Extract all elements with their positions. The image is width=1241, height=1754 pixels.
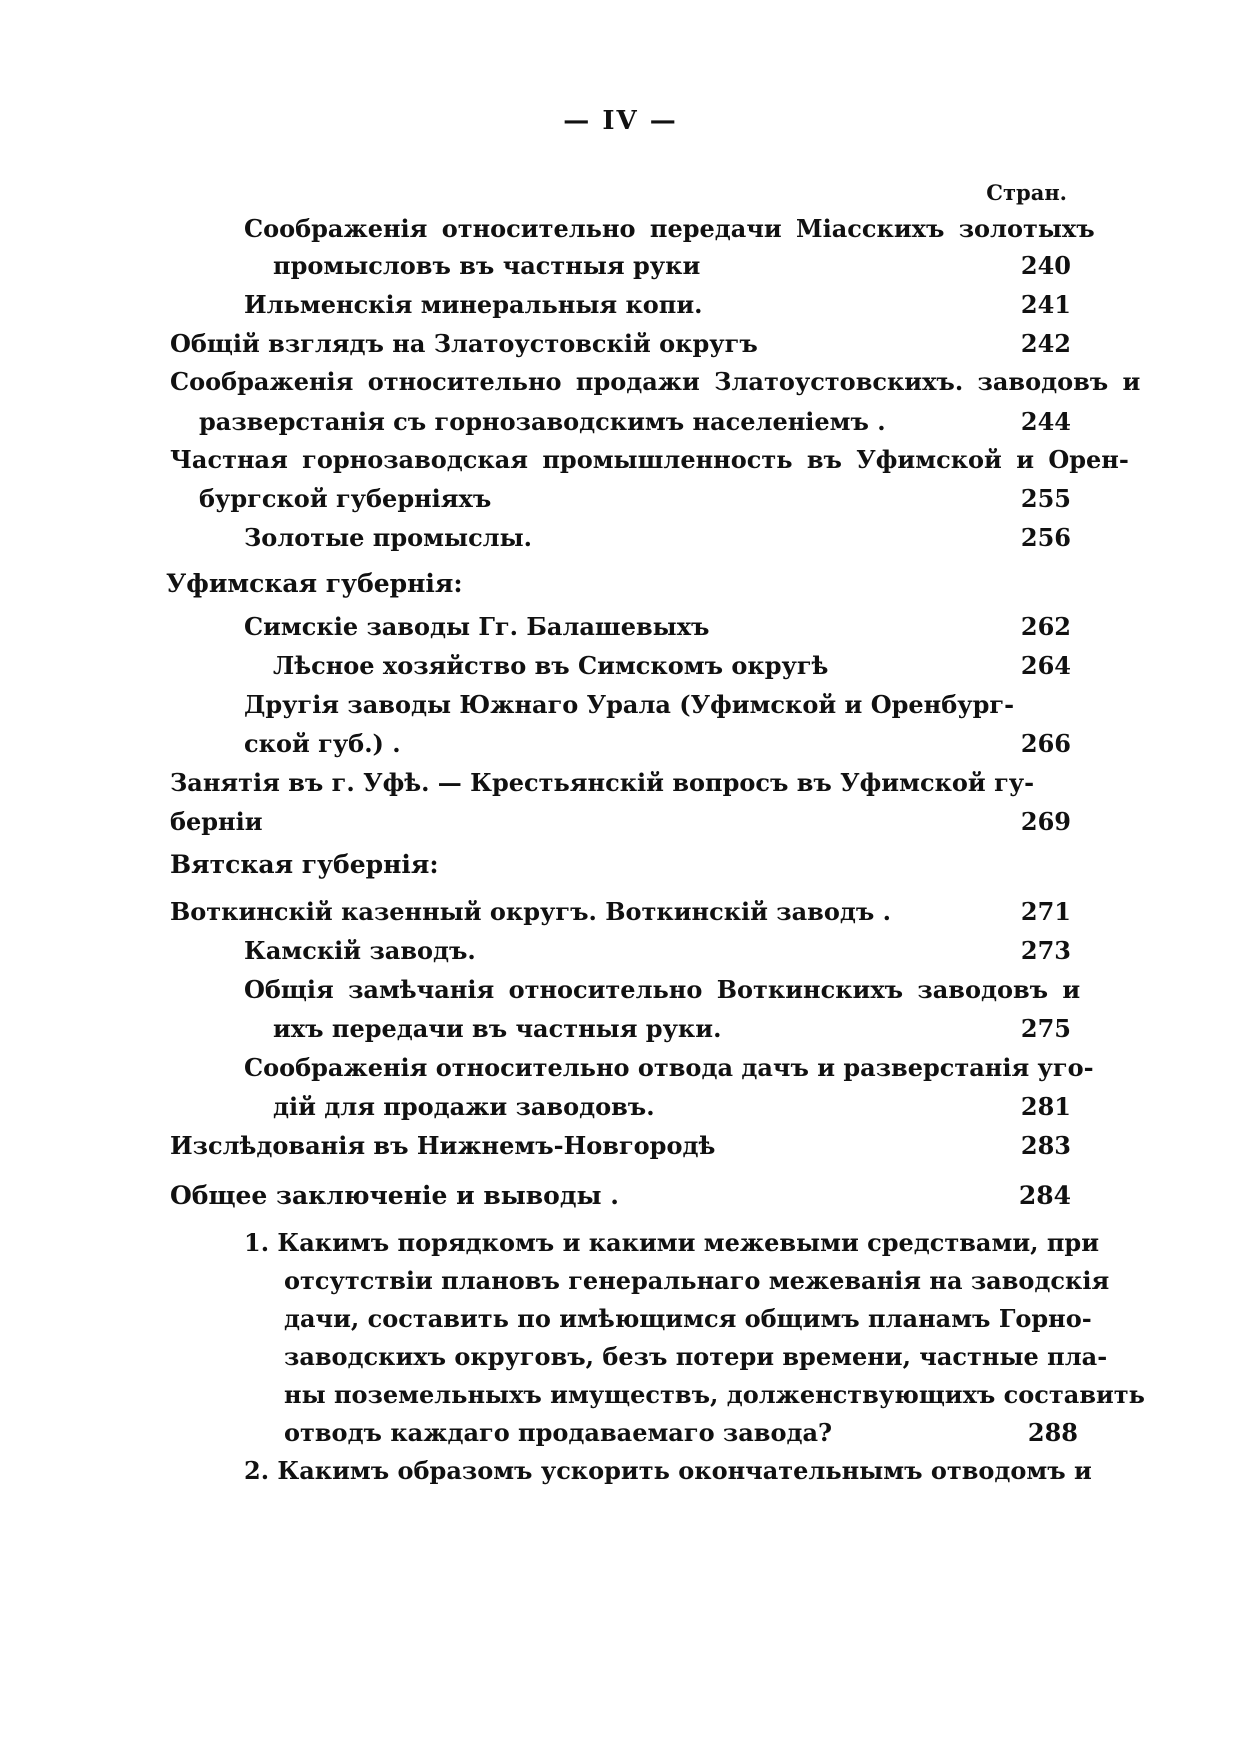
toc-entry-text: Воткинскій казенный округъ. Воткинскій заводъ .	[170, 897, 891, 926]
toc-entry-text: дачи, составить по имѣющимся общимъ планамъ Горно-	[284, 1304, 1092, 1333]
section-heading	[0, 1174, 1241, 1218]
toc-row	[0, 890, 1241, 934]
toc-entry-text: промысловъ въ частныя руки	[273, 251, 701, 280]
section-heading-text: Общее заключеніе и выводы .	[170, 1181, 619, 1210]
toc-entry-text: ской губ.) .	[244, 729, 401, 758]
section-heading-text: Уфимская губернія:	[166, 569, 463, 598]
toc-row	[0, 929, 1241, 973]
toc-entry-text: отводъ каждаго продаваемаго завода?	[284, 1418, 833, 1447]
toc-entry-text: Лѣсное хозяйство въ Симскомъ округѣ	[273, 651, 829, 680]
toc-entry-page: 281	[1020, 1092, 1071, 1121]
toc-entry-text: ихъ передачи въ частныя руки.	[273, 1014, 722, 1043]
toc-entry-text: 2. Какимъ образомъ ускорить окончательнымъ отводомъ и	[244, 1456, 1092, 1485]
toc-entry-text: 1. Какимъ порядкомъ и какими межевыми средствами, при	[244, 1228, 1099, 1257]
toc-entry-page: 288	[1027, 1418, 1078, 1447]
toc-row	[0, 283, 1241, 327]
toc-entry-text: Камскій заводъ.	[244, 936, 476, 965]
toc-row	[0, 722, 1241, 766]
toc-entry-text: Соображенія относительно передачи Міасскихъ золотыхъ	[244, 214, 1095, 243]
section-heading	[0, 843, 1241, 887]
toc-entry-text: Другія заводы Южнаго Урала (Уфимской и Оренбург-	[244, 690, 1015, 719]
toc-entry-text: разверстанія съ горнозаводскимъ населеніемъ .	[199, 407, 886, 436]
toc-entry-text: Частная горнозаводская промышленность въ Уфимской и Орен-	[170, 445, 1129, 474]
toc-entry-text: Золотые промыслы.	[244, 523, 533, 552]
toc-entry-text: Общій взглядъ на Златоустовскій округъ	[170, 329, 758, 358]
toc-entry-text: Ильменскія минеральныя копи.	[244, 290, 703, 319]
toc-entry-page: 255	[1020, 484, 1071, 513]
toc-entry-page: 275	[1020, 1014, 1071, 1043]
page-column-label: Стран.	[986, 180, 1067, 205]
page-header: — IV —	[563, 106, 678, 136]
toc-entry-page: 244	[1020, 407, 1071, 436]
toc-entry-page: 283	[1020, 1131, 1071, 1160]
toc-row	[0, 1046, 1241, 1090]
toc-row	[0, 477, 1241, 521]
toc-entry-text: ны поземельныхъ имуществъ, долженствующихъ составить	[284, 1380, 1145, 1409]
toc-row	[0, 605, 1241, 649]
toc-row	[0, 683, 1241, 727]
toc-entry-page: 241	[1020, 290, 1071, 319]
toc-entry-page: 269	[1020, 807, 1071, 836]
toc-entry-text: Соображенія относительно продажи Златоустовскихъ. заводовъ и	[170, 367, 1141, 396]
toc-entry-page: 271	[1020, 897, 1071, 926]
toc-entry-text: бургской губерніяхъ	[199, 484, 492, 513]
toc-row	[0, 1007, 1241, 1051]
toc-row	[0, 244, 1241, 288]
section-heading	[0, 562, 1241, 606]
toc-entry-text: отсутствіи плановъ генеральнаго межеванія на заводскія	[284, 1266, 1110, 1295]
section-heading-text: Вятская губернія:	[170, 850, 439, 879]
toc-entry-text: Занятія въ г. Уфѣ. — Крестьянскій вопросъ въ Уфимской гу-	[170, 768, 1035, 797]
toc-row	[0, 438, 1241, 482]
toc-row	[0, 800, 1241, 844]
toc-entry-page: 262	[1020, 612, 1071, 641]
toc-entry-page: 264	[1020, 651, 1071, 680]
toc-row	[0, 516, 1241, 560]
toc-row	[0, 1449, 1241, 1493]
toc-row	[0, 360, 1241, 404]
toc-entry-text: Изслѣдованія въ Нижнемъ-Новгородѣ	[170, 1131, 716, 1160]
toc-entry-page: 266	[1020, 729, 1071, 758]
toc-entry-page: 242	[1020, 329, 1071, 358]
toc-row	[0, 644, 1241, 688]
toc-entry-text: берніи	[170, 807, 263, 836]
toc-row	[0, 968, 1241, 1012]
toc-entry-page: 273	[1020, 936, 1071, 965]
toc-entry-page: 240	[1020, 251, 1071, 280]
toc-entry-text: Общія замѣчанія относительно Воткинскихъ заводовъ и	[244, 975, 1081, 1004]
toc-entry-page: 284	[1018, 1181, 1071, 1210]
toc-entry-text: Соображенія относительно отвода дачъ и разверстанія уго-	[244, 1053, 1094, 1082]
toc-entry-page: 256	[1020, 523, 1071, 552]
toc-entry-text: заводскихъ округовъ, безъ потери времени, частные пла-	[284, 1342, 1108, 1371]
toc-row	[0, 1124, 1241, 1168]
toc-row	[0, 1085, 1241, 1129]
toc-entry-text: дій для продажи заводовъ.	[273, 1092, 655, 1121]
toc-entry-text: Симскіе заводы Гг. Балашевыхъ	[244, 612, 710, 641]
toc-row	[0, 761, 1241, 805]
